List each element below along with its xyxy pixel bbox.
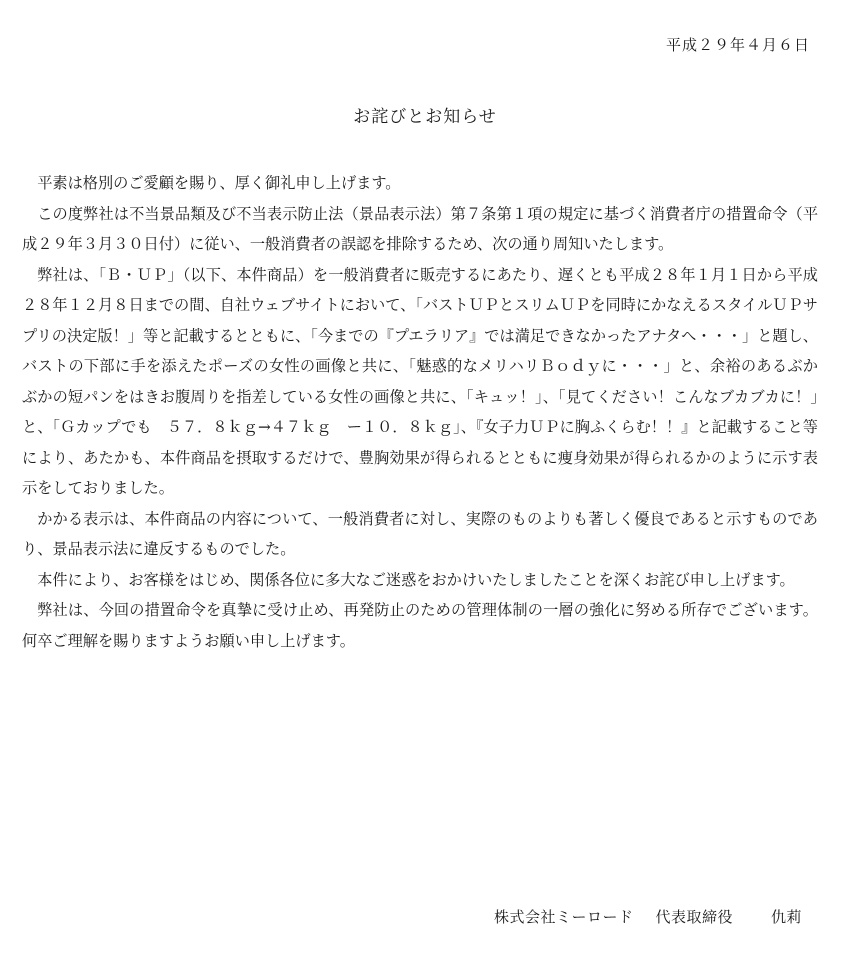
paragraph-purpose: この度弊社は不当景品類及び不当表示防止法（景品表示法）第７条第１項の規定に基づく消費者庁の措置命令（平成２９年３月３０日付）に従い、一般消費者の誤認を排除するため、次の通り周知いたします。 — [22, 204, 818, 253]
notice-title: お詫びとお知らせ — [353, 107, 497, 127]
signature-company: 株式会社ミーロード — [493, 908, 634, 926]
paragraph-apology: 本件により、お客様をはじめ、関係各位に多大なご迷惑をおかけいたしましたことを深くお詫び申し上げます。 — [37, 570, 795, 589]
signature-name: 仇莉 — [770, 908, 802, 926]
paragraph-greeting: 平素は格別のご愛顧を賜り、厚く御礼申し上げます。 — [37, 174, 401, 192]
signature-position: 代表取締役 — [655, 908, 733, 926]
notice-date: 平成２９年４月６日 — [665, 36, 810, 54]
paragraph-violation: かかる表示は、本件商品の内容について、一般消費者に対し、実際のものよりも著しく優良であると示すものであり、景品表示法に違反するものでした。 — [22, 509, 818, 558]
signature-block — [494, 906, 802, 927]
notice-body — [22, 168, 818, 656]
paragraph-details: 弊社は、「Ｂ・ＵＰ」（以下、本件商品）を一般消費者に販売するにあたり、遅くとも平成２８年１月１日から平成２８年１２月８日までの間、自社ウェブサイトにおいて、「バストＵＰとスリムＵＰを同時にかなえるスタイルＵＰサプリの決定版！」等と記載するとともに、「今までの『プエラリア』では満足できなかったアナタへ・・・」と題し、バストの下部に手を添えたポーズの女性の画像と共に、「魅惑的なメリハリＢｏｄｙに・・・」と、余裕のあるぶかぶかの短パンをはきお腹周りを指差している女性の画像と共に、「キュッ！」、「見てください！こんなブカブカに！」と、「Ｇカップでも ５７．８ｋｇ→４７ｋｇ ー１０．８ｋｇ」、『女子力ＵＰに胸ふくらむ！！』と記載すること等により、あたかも、本件商品を摂取するだけで、豊胸効果が得られるとともに痩身効果が得られるかのように示す表示をしておりました。 — [22, 265, 818, 497]
paragraph-commitment: 弊社は、今回の措置命令を真摯に受け止め、再発防止のための管理体制の一層の強化に努める所存でございます。何卒ご理解を賜りますようお願い申し上げます。 — [22, 601, 818, 650]
